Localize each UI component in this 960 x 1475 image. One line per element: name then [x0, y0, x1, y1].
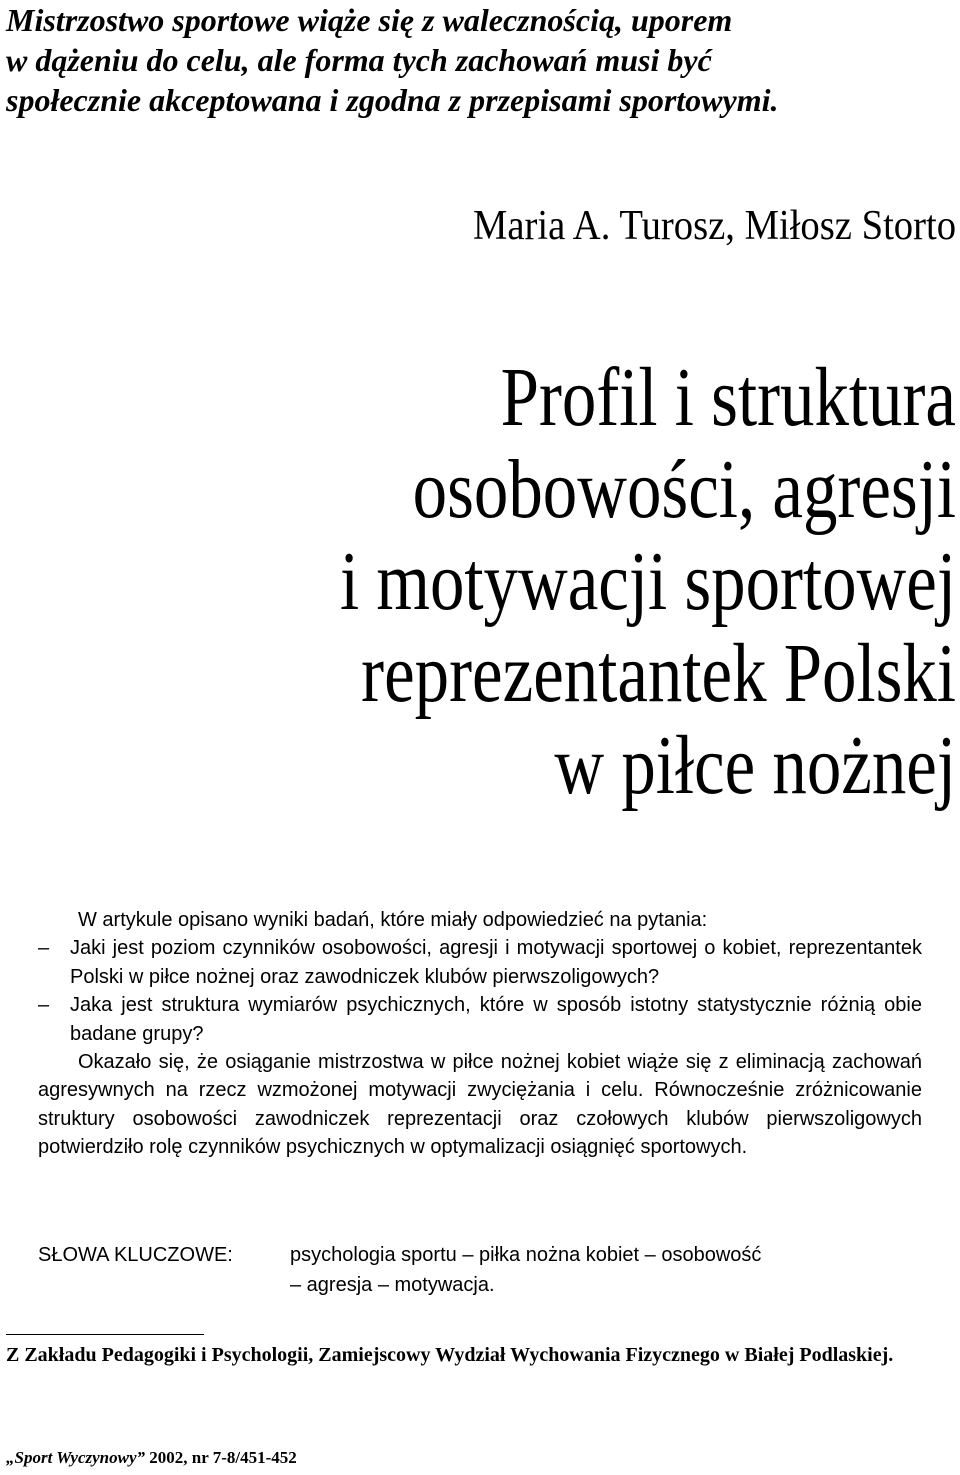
- keywords-list: psychologia sportu – piłka nożna kobiet – osobowość: [290, 1244, 762, 1266]
- dash-bullet: –: [38, 937, 50, 960]
- title-line: Profil i struktura: [500, 351, 956, 444]
- keywords-label: SŁOWA KLUCZOWE:: [38, 1244, 233, 1266]
- title-line: osobowości, agresji: [412, 443, 956, 536]
- title-line: reprezentantek Polski: [361, 627, 956, 720]
- footnote-divider: [6, 1334, 204, 1335]
- keywords: [38, 1240, 922, 1300]
- research-question: [38, 991, 922, 1048]
- abstract: [38, 906, 922, 1162]
- journal-citation: [6, 1447, 297, 1469]
- epigraph-line: w dążeniu do celu, ale forma tych zachowań musi być: [6, 42, 712, 78]
- journal-issue: 2002, nr 7-8/451-452: [149, 1448, 297, 1467]
- keywords-list-continued: – agresja – motywacja.: [290, 1274, 495, 1296]
- epigraph: [6, 0, 906, 120]
- research-question: [38, 934, 922, 991]
- epigraph-line: społecznie akceptowana i zgodna z przepisami sportowymi.: [6, 82, 779, 118]
- authors: Maria A. Turosz, Miłosz Storto: [472, 203, 956, 249]
- title-line: w piłce nożnej: [554, 719, 956, 812]
- abstract-intro: W artykule opisano wyniki badań, które miały odpowiedzieć na pytania:: [78, 909, 708, 931]
- question-text: Jaki jest poziom czynników osobowości, agresji i motywacji sportowej o kobiet, reprezentantek Polski w piłce nożnej oraz zawodniczek klubów pierwszoligowych?: [70, 937, 922, 988]
- article-title: [56, 352, 956, 812]
- title-line: i motywacji sportowej: [340, 535, 956, 628]
- abstract-conclusion: Okazało się, że osiąganie mistrzostwa w piłce nożnej kobiet wiąże się z eliminacją zachowań agresywnych na rzecz wzmożonej motywacji zwyciężania i celu. Równocześnie zróżnicowanie struktury osobowości zawodniczek reprezentacji oraz czołowych klubów pierwszoligowych potwierdziło rolę czynników psychicznych w optymalizacji osiągnięć sportowych.: [38, 1051, 922, 1159]
- affiliation: Z Zakładu Pedagogiki i Psychologii, Zamiejscowy Wydział Wychowania Fizycznego w Białej Podlaskiej.: [6, 1344, 894, 1366]
- journal-name: „Sport Wyczynowy”: [6, 1448, 146, 1467]
- epigraph-line: Mistrzostwo sportowe wiąże się z walecznością, uporem: [6, 2, 733, 38]
- dash-bullet: –: [38, 994, 50, 1017]
- question-text: Jaka jest struktura wymiarów psychicznych, które w sposób istotny statystycznie różnią obie badane grupy?: [70, 994, 922, 1045]
